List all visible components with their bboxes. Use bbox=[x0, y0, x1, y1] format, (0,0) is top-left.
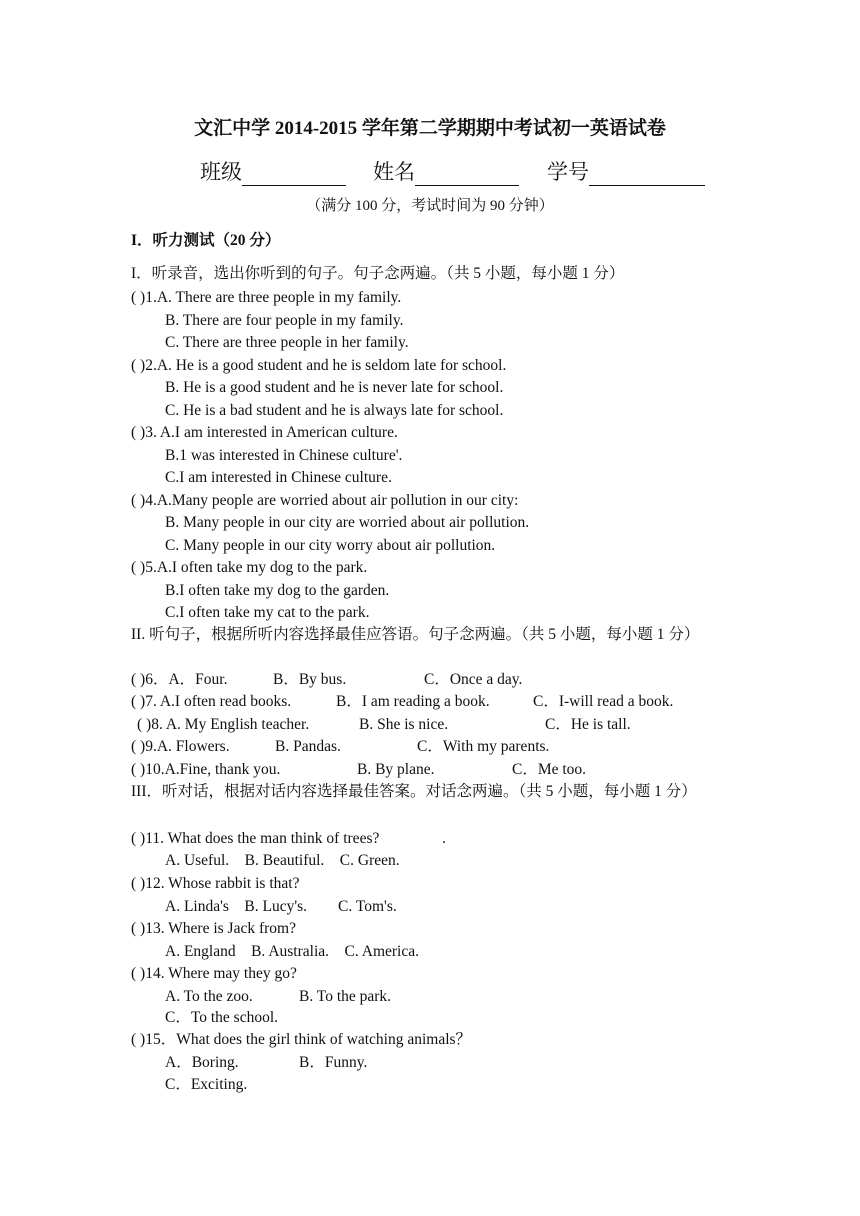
name-label: 姓名 bbox=[373, 160, 415, 184]
q2-option-a: ( )2.A. He is a good student and he is seldom late for school. bbox=[131, 357, 507, 374]
student-id-field bbox=[547, 158, 705, 186]
exam-title: 文汇中学 2014-2015 学年第二学期期中考试初一英语试卷 bbox=[194, 118, 666, 139]
part2-instruction: II. 听句子，根据所听内容选择最佳应答语。句子念两遍。（共 5 小题，每小题 1 分） bbox=[131, 626, 700, 643]
q3-option-c: C.I am interested in Chinese culture. bbox=[165, 469, 392, 486]
class-blank[interactable] bbox=[242, 163, 346, 186]
q12-question: ( )12. Whose rabbit is that? bbox=[131, 875, 300, 892]
q5-option-b: B.I often take my dog to the garden. bbox=[165, 582, 390, 599]
section-heading: I．听力测试（20 分） bbox=[131, 232, 281, 249]
q15-question: ( )15．What does the girl think of watching animals？ bbox=[131, 1031, 472, 1048]
q5-option-c: C.I often take my cat to the park. bbox=[165, 604, 370, 621]
q14-option-c: C．To the school. bbox=[165, 1009, 279, 1026]
q15-option-a: A．Boring. bbox=[165, 1054, 239, 1071]
student-id-label: 学号 bbox=[547, 160, 589, 184]
q1-option-b: B. There are four people in my family. bbox=[165, 312, 404, 329]
q4-option-c: C. Many people in our city worry about air pollution. bbox=[165, 537, 496, 554]
q9-option-a: ( )9.A. Flowers. bbox=[131, 738, 230, 755]
q6-option-b: B．By bus. bbox=[273, 671, 347, 688]
class-field bbox=[200, 158, 346, 186]
exam-subtitle: （满分 100 分，考试时间为 90 分钟） bbox=[306, 198, 554, 214]
q6-option-c: C．Once a day. bbox=[424, 671, 523, 688]
q11-dot: . bbox=[442, 830, 446, 847]
q13-question: ( )13. Where is Jack from? bbox=[131, 920, 296, 937]
q14-question: ( )14. Where may they go? bbox=[131, 965, 297, 982]
q10-option-c: C．Me too. bbox=[512, 761, 587, 778]
q12-options: A. Linda's B. Lucy's. C. Tom's. bbox=[165, 898, 397, 915]
q11-options: A. Useful. B. Beautiful. C. Green. bbox=[165, 852, 400, 869]
q14-option-a: A. To the zoo. bbox=[165, 988, 253, 1005]
name-field bbox=[373, 158, 519, 186]
name-blank[interactable] bbox=[415, 163, 519, 186]
q2-option-c: C. He is a bad student and he is always late for school. bbox=[165, 402, 504, 419]
q7-option-a: ( )7. A.I often read books. bbox=[131, 693, 292, 710]
q14-option-b: B. To the park. bbox=[299, 988, 392, 1005]
q10-option-b: B. By plane. bbox=[357, 761, 435, 778]
q2-option-b: B. He is a good student and he is never late for school. bbox=[165, 379, 504, 396]
q9-option-c: C．With my parents. bbox=[417, 738, 550, 755]
q8-option-a: ( )8. A. My English teacher. bbox=[137, 716, 310, 733]
q13-options: A. England B. Australia. C. America. bbox=[165, 943, 419, 960]
q6-option-a: ( )6．A．Four. bbox=[131, 671, 228, 688]
q5-option-a: ( )5.A.I often take my dog to the park. bbox=[131, 559, 368, 576]
q10-option-a: ( )10.A.Fine, thank you. bbox=[131, 761, 281, 778]
q3-option-a: ( )3. A.I am interested in American culture. bbox=[131, 424, 398, 441]
class-label: 班级 bbox=[200, 160, 242, 184]
q4-option-b: B. Many people in our city are worried about air pollution. bbox=[165, 514, 530, 531]
q3-option-b: B.1 was interested in Chinese culture'. bbox=[165, 447, 403, 464]
q7-option-b: B．I am reading a book. bbox=[336, 693, 490, 710]
q1-option-a: ( )1.A. There are three people in my family. bbox=[131, 289, 402, 306]
q11-question: ( )11. What does the man think of trees? bbox=[131, 830, 380, 847]
q15-option-c: C．Exciting. bbox=[165, 1076, 248, 1093]
part1-instruction: I．听录音，选出你听到的句子。句子念两遍。（共 5 小题，每小题 1 分） bbox=[131, 265, 625, 282]
student-id-blank[interactable] bbox=[589, 163, 705, 186]
q7-option-c: C．I-will read a book. bbox=[533, 693, 674, 710]
q4-option-a: ( )4.A.Many people are worried about air pollution in our city: bbox=[131, 492, 519, 509]
q1-option-c: C. There are three people in her family. bbox=[165, 334, 409, 351]
q8-option-c: C．He is tall. bbox=[545, 716, 631, 733]
q9-option-b: B. Pandas. bbox=[275, 738, 341, 755]
q15-option-b: B．Funny. bbox=[299, 1054, 368, 1071]
part3-instruction: III．听对话，根据对话内容选择最佳答案。对话念两遍。（共 5 小题，每小题 1 分） bbox=[131, 783, 697, 800]
q8-option-b: B. She is nice. bbox=[359, 716, 449, 733]
